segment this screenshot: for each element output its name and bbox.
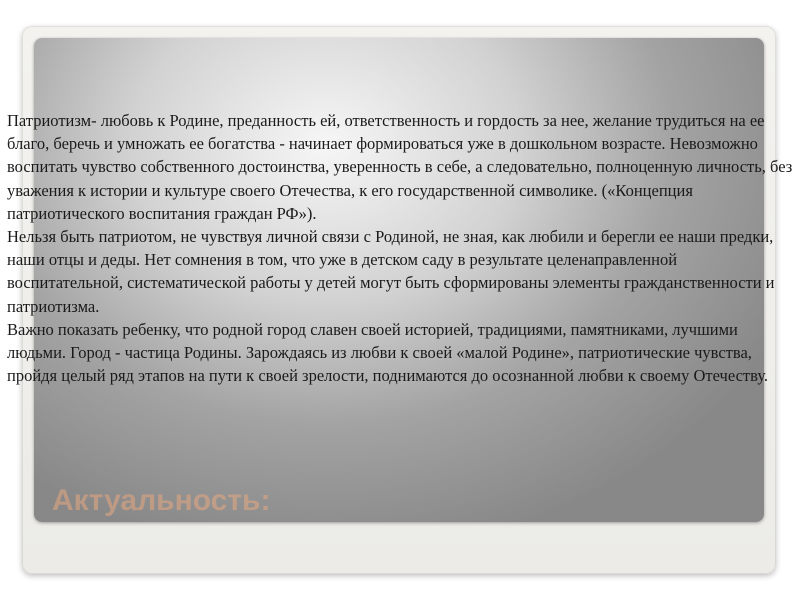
body-text <box>7 109 793 387</box>
slide-heading: Актуальность: <box>52 484 271 517</box>
paragraph-native-city: Важно показать ребенку, что родной город славен своей историей, традициями, памятниками, лучшими людьми. Город - частица Родины. Зарождаясь из любви к своей «малой Родине», патриотические чувства, пройдя целый ряд этапов на пути к своей зрелости, поднимаются до осознанной любви к своему Отечеству. <box>7 319 769 386</box>
paragraph-patriotism-definition: Патриотизм- любовь к Родине, преданность ей, ответственность и гордость за нее, желание трудиться на ее благо, беречь и умножать ее богатства - начинает формироваться уже в дошкольном возрасте. Невозможно воспитать чувство собственного достоинства, уверенность в себе, а следовательно, полноценную личность, без уважения к истории и культуре своего Отечества, к его государственной символике. («Концепция патриотического воспитания граждан РФ»). <box>7 111 793 223</box>
paragraph-connection-with-motherland: Нельзя быть патриотом, не чувствуя личной связи с Родиной, не зная, как любили и берегли ее наши предки, наши отцы и деды. Нет сомнения в том, что уже в детском саду в результате целенаправленной воспитательной, систематической работы у детей могут быть сформированы элементы гражданственности и патриотизма. <box>7 227 775 316</box>
